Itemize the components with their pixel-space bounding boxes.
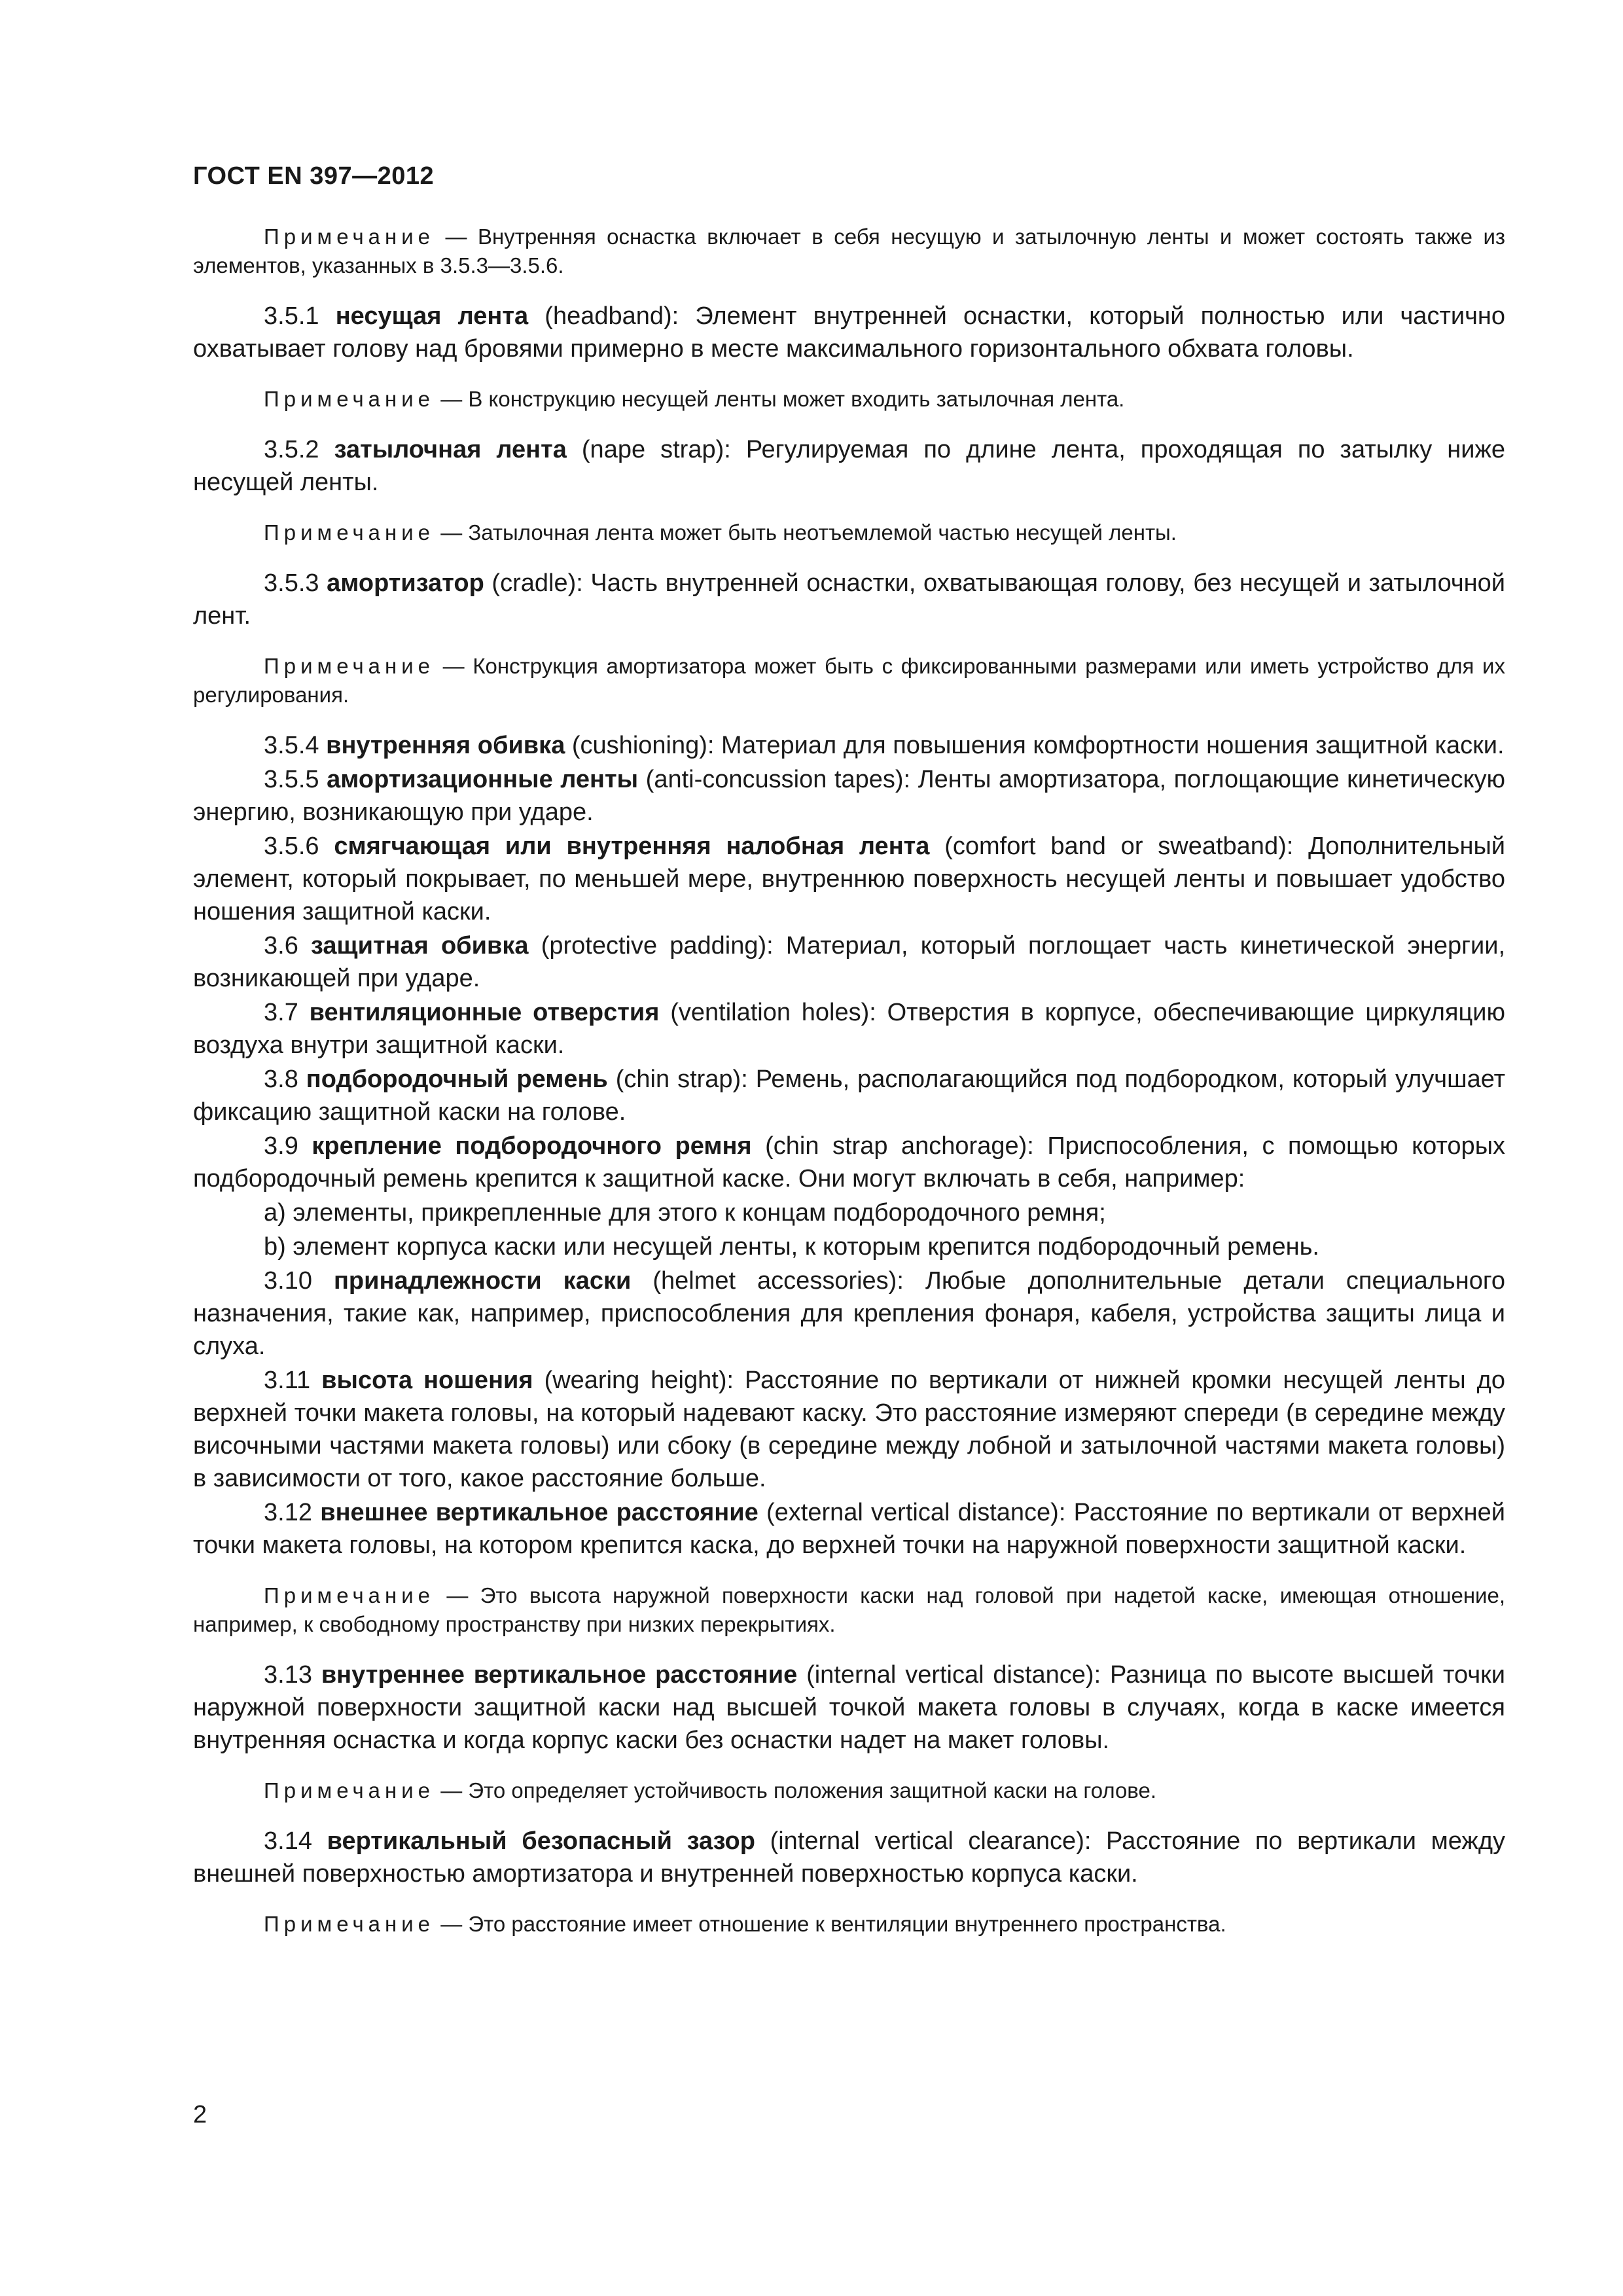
definition-term: несущая лента	[335, 302, 529, 330]
definition-number: 3.5.6	[264, 833, 319, 860]
list-item: a) элементы, прикрепленные для этого к концам подбородочного ремня;	[264, 1199, 1106, 1227]
list-item: b) элемент корпуса каски или несущей ленты, к которым крепится подбородочный ремень.	[264, 1233, 1319, 1261]
definition-3-13	[193, 1659, 1505, 1757]
note	[193, 385, 1505, 414]
definition-3-6	[193, 929, 1505, 995]
definition-term: внутренняя обивка	[326, 732, 565, 759]
note-label: Примечание	[264, 1583, 435, 1607]
definition-3-5-1	[193, 300, 1505, 365]
definition-term: амортизационные ленты	[327, 766, 639, 793]
definition-term: амортизатор	[327, 569, 484, 597]
note-text: — Это высота наружной поверхности каски над головой при надетой каске, имеющая отношение, например, к свободному пространству при низких перекрытиях.	[193, 1583, 1505, 1636]
definition-number: 3.10	[264, 1267, 312, 1295]
note	[193, 518, 1505, 547]
note	[193, 652, 1505, 709]
definition-text: (comfort band or sweatband): Дополнительный элемент, который покрывает, по меньшей мере, внутреннюю поверхность несущей ленты и повышает удобство ношения защитной каски.	[193, 833, 1505, 925]
note	[193, 1581, 1505, 1639]
definition-number: 3.12	[264, 1499, 312, 1526]
definition-term: крепление подбородочного ремня	[312, 1132, 752, 1160]
definition-text: (nape strap): Регулируемая по длине лента, проходящая по затылку ниже несущей ленты.	[193, 436, 1506, 496]
note-label: Примечание	[264, 520, 435, 545]
note	[193, 1776, 1505, 1805]
definition-text: (protective padding): Материал, который поглощает часть кинетической энергии, возникающей при ударе.	[193, 932, 1506, 992]
definition-3-5-3	[193, 567, 1505, 632]
definition-number: 3.11	[264, 1367, 311, 1394]
definition-text: (internal vertical clearance): Расстояние по вертикали между внешней поверхностью амортизатора и внутренней поверхностью корпуса каски.	[193, 1827, 1506, 1888]
definition-3-5-5	[193, 763, 1505, 829]
note-label: Примечание	[264, 1778, 435, 1803]
note	[193, 223, 1505, 280]
definition-text: (headband): Элемент внутренней оснастки, который полностью или частично охватывает голову над бровями примерно в месте максимального горизонтального обхвата головы.	[193, 302, 1505, 363]
definition-3-5-2	[193, 433, 1505, 499]
note-text: — Это расстояние имеет отношение к вентиляции внутреннего пространства.	[440, 1912, 1226, 1936]
page-number: 2	[193, 2101, 207, 2128]
definition-text: (ventilation holes): Отверстия в корпусе, обеспечивающие циркуляцию воздуха внутри защитной каски.	[193, 999, 1505, 1059]
document-body	[193, 223, 1505, 1939]
note-label: Примечание	[264, 224, 435, 249]
definition-text: (wearing height): Расстояние по вертикали от нижней кромки несущей ленты до верхней точки макета головы, на который надевают каску. Это расстояние измеряют спереди (в середине между височными частями макета головы) или сбоку (в середине между лобной и затылочной частями макета головы) в зависимости от того, какое расстояние больше.	[193, 1367, 1505, 1492]
definition-3-12	[193, 1496, 1505, 1562]
note-label: Примечание	[264, 387, 435, 411]
note-label: Примечание	[264, 1912, 435, 1936]
definition-3-9	[193, 1130, 1505, 1195]
definition-number: 3.5.4	[264, 732, 319, 759]
note-text: — Конструкция амортизатора может быть с фиксированными размерами или иметь устройство для их регулирования.	[193, 654, 1505, 707]
definition-3-7	[193, 996, 1505, 1062]
definition-number: 3.5.3	[264, 569, 319, 597]
definition-number: 3.5.2	[264, 436, 319, 463]
note	[193, 1910, 1505, 1939]
definition-number: 3.6	[264, 932, 298, 960]
definition-number: 3.5.5	[264, 766, 319, 793]
definition-text: (external vertical distance): Расстояние по вертикали от верхней точки макета головы, на котором крепится каска, до верхней точки на наружной поверхности защитной каски.	[193, 1499, 1506, 1559]
definition-term: высота ношения	[321, 1367, 533, 1394]
note-label: Примечание	[264, 654, 435, 678]
definition-3-10	[193, 1265, 1505, 1363]
definition-3-5-4	[193, 729, 1505, 762]
note-text: — Внутренняя оснастка включает в себя несущую и затылочную ленты и может состоять также из элементов, указанных в 3.5.3—3.5.6.	[193, 224, 1506, 278]
definition-term: защитная обивка	[311, 932, 529, 960]
definition-3-8	[193, 1063, 1505, 1128]
definition-3-5-6	[193, 830, 1505, 928]
definition-number: 3.5.1	[264, 302, 319, 330]
document-header: ГОСТ EN 397—2012	[193, 162, 435, 190]
definition-text: (chin strap): Ремень, располагающийся под подбородком, который улучшает фиксацию защитной каски на голове.	[193, 1066, 1505, 1126]
definition-text: (cradle): Часть внутренней оснастки, охватывающая голову, без несущей и затылочной лент.	[193, 569, 1506, 630]
definition-3-11	[193, 1364, 1505, 1495]
document-page	[193, 0, 1505, 2296]
definition-term: смягчающая или внутренняя налобная лента	[334, 833, 930, 860]
definition-text: (chin strap anchorage): Приспособления, с помощью которых подбородочный ремень крепится к защитной каске. Они могут включать в себя, например:	[193, 1132, 1506, 1193]
definition-term: принадлежности каски	[333, 1267, 632, 1295]
definition-text: (internal vertical distance): Разница по высоте высшей точки наружной поверхности защитной каски над высшей точкой макета головы в случаях, когда в каске имеется внутренняя оснастка и когда корпус каски без оснастки надет на макет головы.	[193, 1661, 1505, 1754]
definition-number: 3.14	[264, 1827, 312, 1855]
definition-3-14	[193, 1825, 1505, 1890]
definition-term: внутреннее вертикальное расстояние	[321, 1661, 798, 1689]
definition-number: 3.9	[264, 1132, 298, 1160]
note-text: — Затылочная лента может быть неотъемлемой частью несущей ленты.	[440, 520, 1177, 545]
note-text: — Это определяет устойчивость положения защитной каски на голове.	[440, 1778, 1156, 1803]
definition-term: вентиляционные отверстия	[309, 999, 660, 1026]
definition-number: 3.7	[264, 999, 298, 1026]
definition-number: 3.13	[264, 1661, 312, 1689]
definition-text: (helmet accessories): Любые дополнительные детали специального назначения, такие как, например, приспособления для крепления фонаря, кабеля, устройства защиты лица и слуха.	[193, 1267, 1505, 1360]
definition-number: 3.8	[264, 1066, 298, 1093]
definition-term: подбородочный ремень	[306, 1066, 608, 1093]
note-text: — В конструкцию несущей ленты может входить затылочная лента.	[440, 387, 1125, 411]
definition-term: внешнее вертикальное расстояние	[320, 1499, 758, 1526]
definition-term: затылочная лента	[334, 436, 567, 463]
definition-term: вертикальный безопасный зазор	[327, 1827, 755, 1855]
definition-text: (anti-concussion tapes): Ленты амортизатора, поглощающие кинетическую энергию, возникающую при ударе.	[193, 766, 1506, 826]
definition-text: (cushioning): Материал для повышения комфортности ношения защитной каски.	[571, 732, 1505, 759]
